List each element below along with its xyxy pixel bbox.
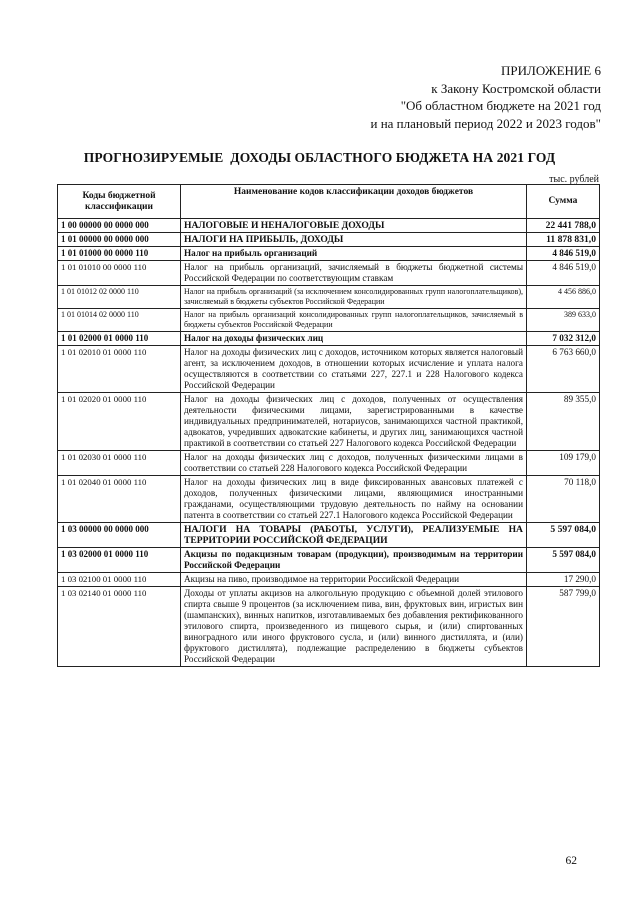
row-code: 1 01 02030 01 0000 110: [58, 451, 181, 476]
table-row: [58, 451, 600, 476]
row-code: 1 01 01014 02 0000 110: [58, 309, 181, 332]
row-name: Налог на прибыль организаций, зачисляемый в бюджеты бюджетной системы Российской Федерации по соответствующим ставкам: [181, 261, 527, 286]
row-name: НАЛОГОВЫЕ И НЕНАЛОГОВЫЕ ДОХОДЫ: [181, 219, 527, 233]
row-name: Налог на прибыль организаций консолидированных групп налогоплательщиков, зачисляемый в бюджеты субъектов Российской Федерации: [181, 309, 527, 332]
appendix-line: "Об областном бюджете на 2021 год: [400, 98, 601, 113]
column-header-amount: Сумма: [527, 185, 600, 219]
document-title: ПРОГНОЗИРУЕМЫЕ ДОХОДЫ ОБЛАСТНОГО БЮДЖЕТА НА 2021 ГОД: [83, 150, 556, 165]
row-amount: 70 118,0: [527, 476, 600, 523]
row-amount: 22 441 788,0: [527, 219, 600, 233]
row-code: 1 01 01010 00 0000 110: [58, 261, 181, 286]
table-row: [58, 247, 600, 261]
row-amount: 5 597 084,0: [527, 523, 600, 548]
appendix-line: ПРИЛОЖЕНИЕ 6: [501, 63, 601, 78]
revenue-table: [57, 184, 600, 667]
row-name: Налог на доходы физических лиц в виде фиксированных авансовых платежей с доходов, полученных физическими лицами, являющимися иностранными гражданами, осуществляющими трудовую деятельность по найму на основании патента в соответствии со статьей 227.1 Налогового кодекса Российской Федерации: [181, 476, 527, 523]
row-name: Налог на доходы физических лиц: [181, 332, 527, 346]
table-row: [58, 332, 600, 346]
row-code: 1 00 00000 00 0000 000: [58, 219, 181, 233]
units-label: тыс. рублей: [549, 174, 599, 185]
row-code: 1 03 00000 00 0000 000: [58, 523, 181, 548]
row-amount: 389 633,0: [527, 309, 600, 332]
row-amount: 89 355,0: [527, 393, 600, 451]
row-name: Налог на прибыль организаций: [181, 247, 527, 261]
row-code: 1 01 02000 01 0000 110: [58, 332, 181, 346]
row-amount: 6 763 660,0: [527, 346, 600, 393]
row-code: 1 03 02100 01 0000 110: [58, 573, 181, 587]
row-code: 1 01 02040 01 0000 110: [58, 476, 181, 523]
row-name: Акцизы по подакцизным товарам (продукции), производимым на территории Российской Федерации: [181, 548, 527, 573]
row-code: 1 01 01012 02 0000 110: [58, 286, 181, 309]
column-header-name: Наименование кодов классификации доходов бюджетов: [181, 185, 527, 219]
row-amount: 5 597 084,0: [527, 548, 600, 573]
row-name: НАЛОГИ НА ТОВАРЫ (РАБОТЫ, УСЛУГИ), РЕАЛИЗУЕМЫЕ НА ТЕРРИТОРИИ РОССИЙСКОЙ ФЕДЕРАЦИИ: [181, 523, 527, 548]
row-amount: 7 032 312,0: [527, 332, 600, 346]
row-name: Налог на прибыль организаций (за исключением консолидированных групп налогоплательщиков), зачисляемый в бюджеты субъектов Российской Федерации: [181, 286, 527, 309]
row-amount: 4 846 519,0: [527, 247, 600, 261]
appendix-line: и на плановый период 2022 и 2023 годов": [370, 115, 601, 131]
appendix-header: [281, 62, 601, 132]
row-amount: 587 799,0: [527, 587, 600, 667]
table-row: [58, 309, 600, 332]
row-amount: 11 878 831,0: [527, 233, 600, 247]
row-code: 1 01 02020 01 0000 110: [58, 393, 181, 451]
row-amount: 17 290,0: [527, 573, 600, 587]
row-code: 1 03 02000 01 0000 110: [58, 548, 181, 573]
row-name: Доходы от уплаты акцизов на алкогольную продукцию с объемной долей этилового спирта свыше 9 процентов (за исключением пива, вин, фруктовых вин, игристых вин (шампанских), винных напитков, изготавливаемых без добавления ректификованного этилового спирта, произведенного из пищевого сырья, и (или) спиртованных виноградного или иного фруктового сусла, и (или) винного дистиллята, и (или) фруктового дистиллята), подлежащие распределению в бюджеты субъектов Российской Федерации: [181, 587, 527, 667]
table-row: [58, 286, 600, 309]
table-header-row: [58, 185, 600, 219]
row-amount: 109 179,0: [527, 451, 600, 476]
row-name: Акцизы на пиво, производимое на территории Российской Федерации: [181, 573, 527, 587]
table-row: [58, 346, 600, 393]
table-row: [58, 476, 600, 523]
row-name: Налог на доходы физических лиц с доходов, полученных физическими лицами в соответствии со статьей 228 Налогового кодекса Российской Федерации: [181, 451, 527, 476]
row-amount: 4 846 519,0: [527, 261, 600, 286]
row-code: 1 03 02140 01 0000 110: [58, 587, 181, 667]
table-row: [58, 393, 600, 451]
page-number: 62: [565, 855, 577, 867]
table-row: [58, 261, 600, 286]
row-name: НАЛОГИ НА ПРИБЫЛЬ, ДОХОДЫ: [181, 233, 527, 247]
table-row: [58, 523, 600, 548]
table-row: [58, 548, 600, 573]
row-name: Налог на доходы физических лиц с доходов, источником которых является налоговый агент, за исключением доходов, в отношении которых исчисление и уплата налога осуществляются в соответствии со статьями 227, 227.1 и 228 Налогового кодекса Российской Федерации: [181, 346, 527, 393]
column-header-code: Коды бюджетной классификации: [58, 185, 181, 219]
row-amount: 4 456 886,0: [527, 286, 600, 309]
appendix-line: к Закону Костромской области: [431, 80, 601, 96]
table-row: [58, 573, 600, 587]
table-row: [58, 587, 600, 667]
row-code: 1 01 01000 00 0000 110: [58, 247, 181, 261]
row-code: 1 01 00000 00 0000 000: [58, 233, 181, 247]
table-row: [58, 233, 600, 247]
table-row: [58, 219, 600, 233]
row-name: Налог на доходы физических лиц с доходов, полученных от осуществления деятельности физическими лицами, зарегистрированными в качестве индивидуальных предпринимателей, нотариусов, занимающихся частной практикой, адвокатов, учредивших адвокатские кабинеты, и других лиц, занимающихся частной практикой в соответствии со статьей 227 Налогового кодекса Российской Федерации: [181, 393, 527, 451]
row-code: 1 01 02010 01 0000 110: [58, 346, 181, 393]
